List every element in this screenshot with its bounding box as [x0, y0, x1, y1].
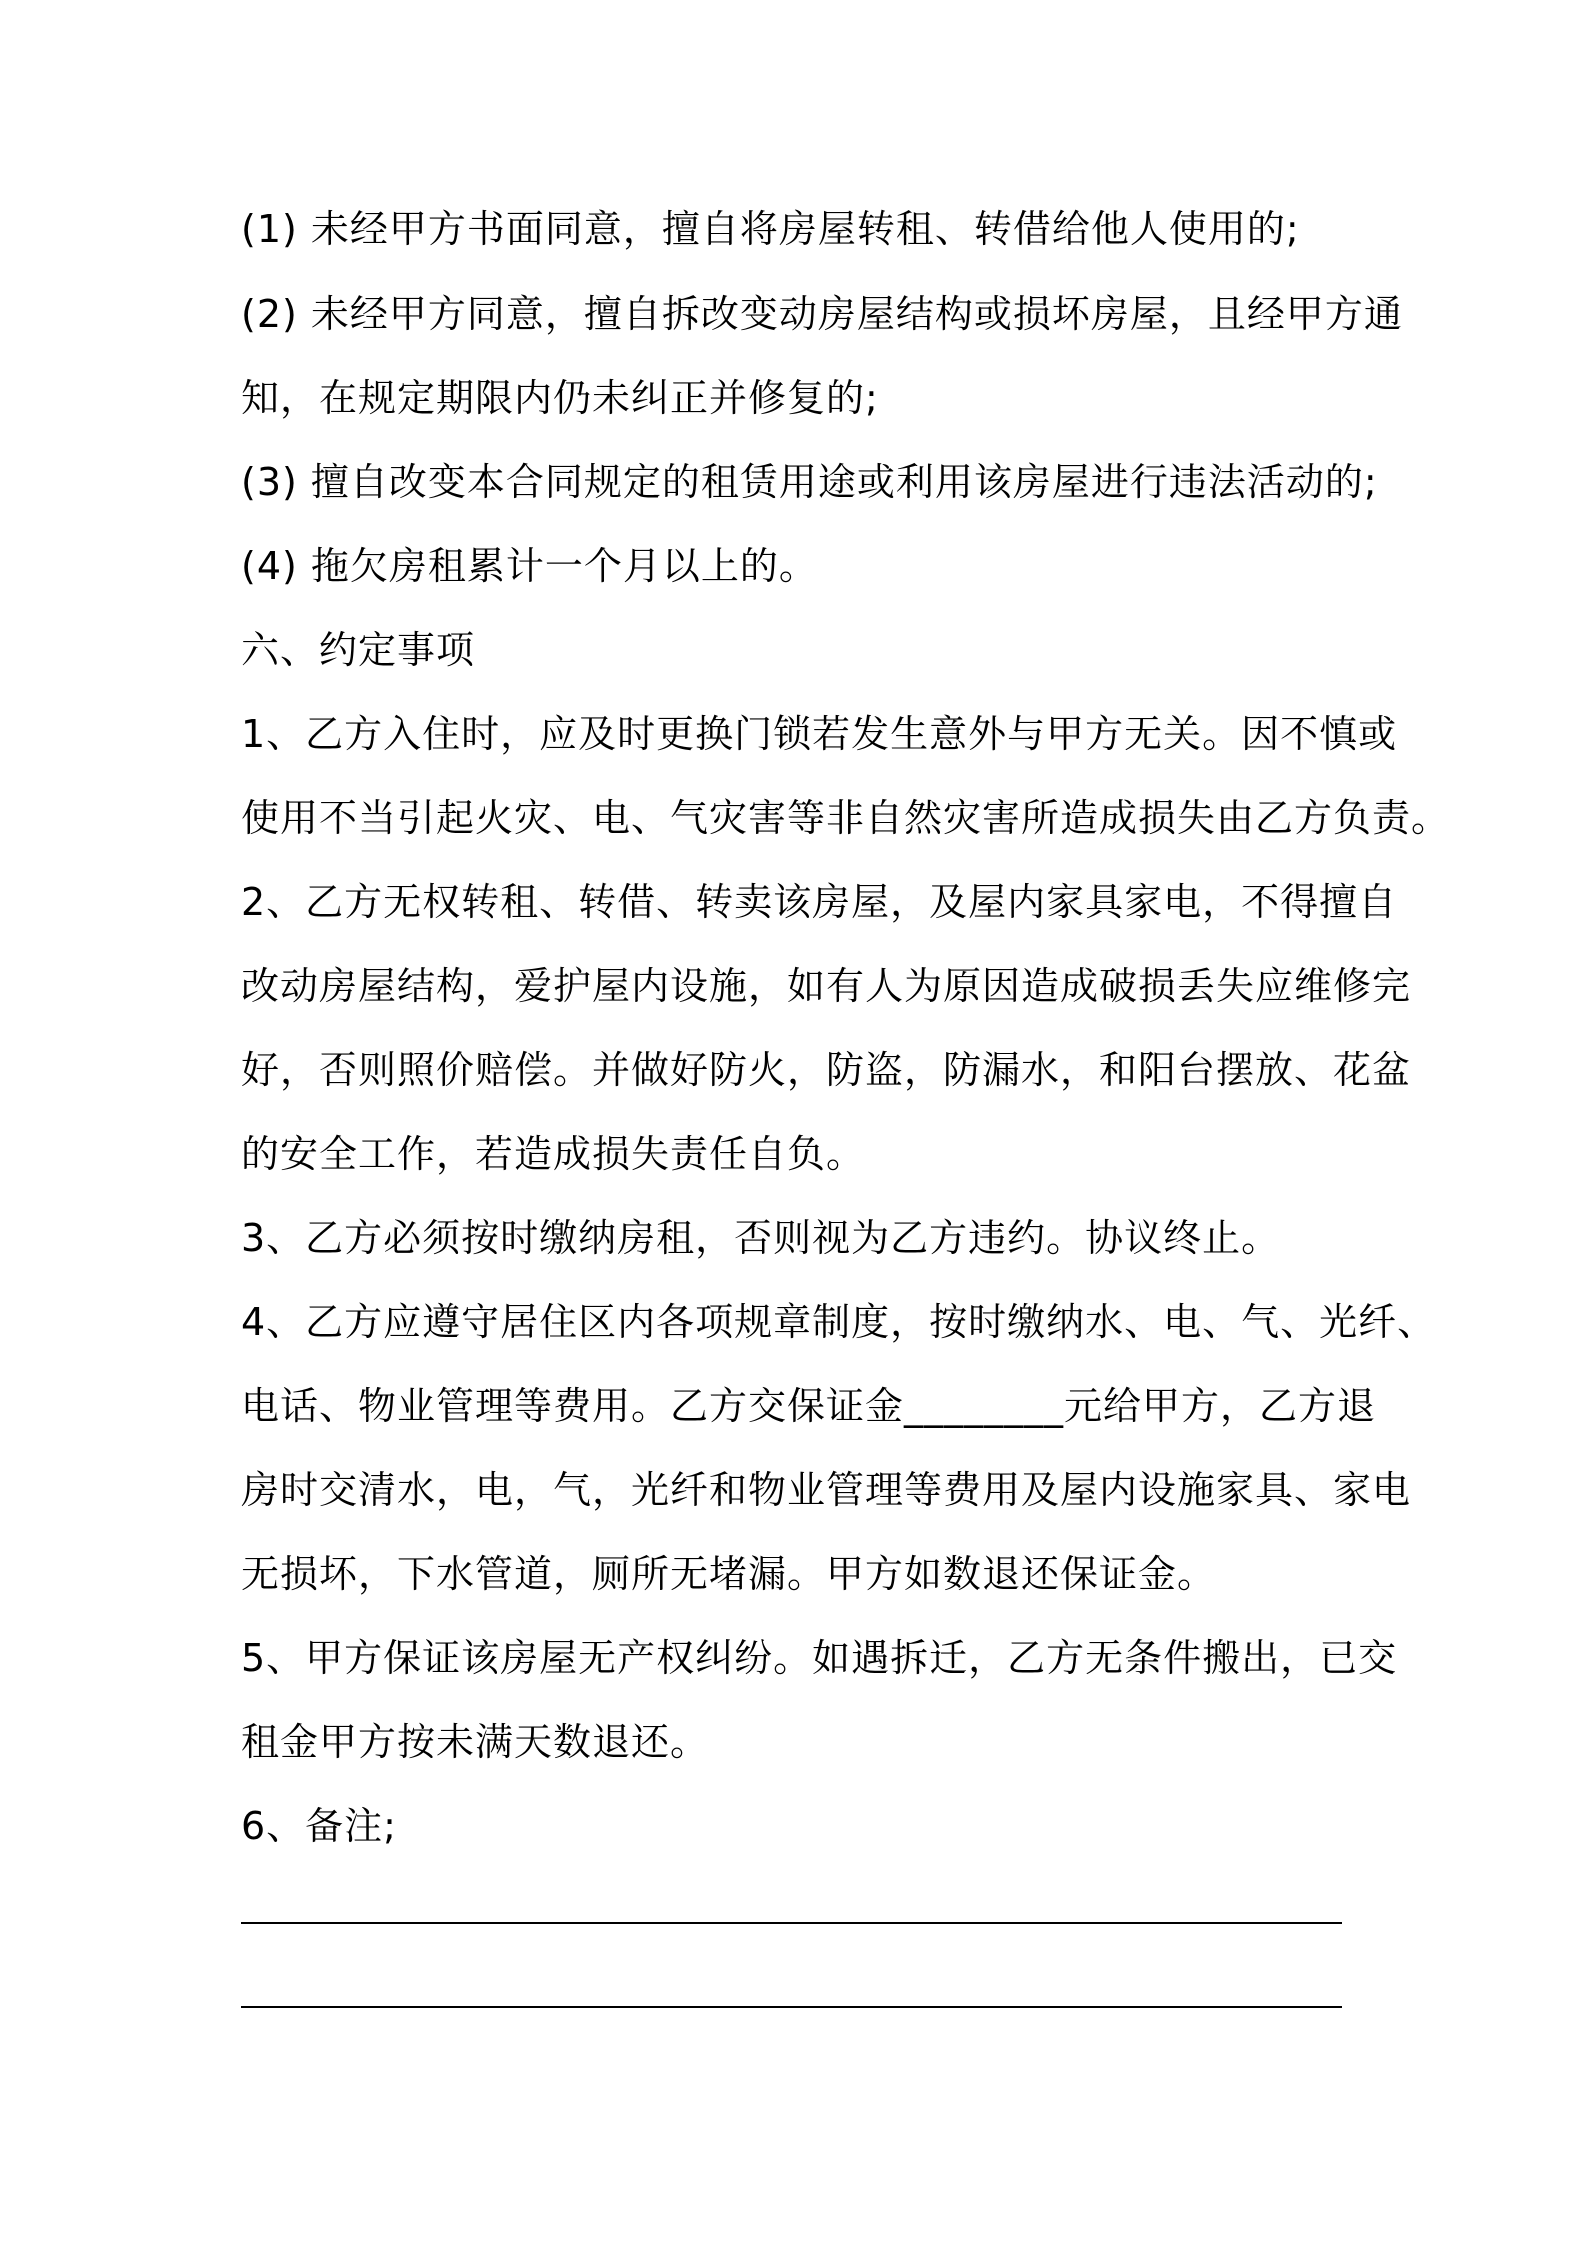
term-5-line-1: 5、甲方保证该房屋无产权纠纷。如遇拆迁，乙方无条件搬出，已交	[241, 1636, 1398, 1680]
section-heading: 六、约定事项	[241, 628, 476, 672]
term-3: 3、乙方必须按时缴纳房租，否则视为乙方违约。协议终止。	[241, 1216, 1281, 1260]
remarks-label: 6、备注;	[241, 1804, 397, 1848]
term-4-line-1: 4、乙方应遵守居住区内各项规章制度，按时缴纳水、电、气、光纤、	[241, 1300, 1437, 1344]
remarks-blank-line-1	[241, 1922, 1342, 1924]
clause-item-4: (4) 拖欠房租累计一个月以上的。	[241, 544, 818, 588]
remarks-blank-line-2	[241, 2006, 1342, 2008]
clause-item-2-line-2: 知，在规定期限内仍未纠正并修复的;	[241, 376, 879, 420]
clause-item-3: (3) 擅自改变本合同规定的租赁用途或利用该房屋进行违法活动的;	[241, 460, 1378, 504]
term-4-line-4: 无损坏，下水管道，厕所无堵漏。甲方如数退还保证金。	[241, 1552, 1217, 1596]
term-2-line-1: 2、乙方无权转租、转借、转卖该房屋，及屋内家具家电，不得擅自	[241, 880, 1398, 924]
term-4-line-2: 电话、物业管理等费用。乙方交保证金________元给甲方，乙方退	[241, 1384, 1377, 1428]
term-1-line-2: 使用不当引起火灾、电、气灾害等非自然灾害所造成损失由乙方负责。	[241, 796, 1451, 840]
term-2-line-3: 好，否则照价赔偿。并做好防火，防盗，防漏水，和阳台摆放、花盆	[241, 1048, 1412, 1092]
term-2-line-4: 的安全工作，若造成损失责任自负。	[241, 1132, 866, 1176]
clause-item-2-line-1: (2) 未经甲方同意，擅自拆改变动房屋结构或损坏房屋，且经甲方通	[241, 292, 1403, 336]
term-2-line-2: 改动房屋结构，爱护屋内设施，如有人为原因造成破损丢失应维修完	[241, 964, 1412, 1008]
clause-item-1: (1) 未经甲方书面同意，擅自将房屋转租、转借给他人使用的;	[241, 207, 1300, 251]
term-4-line-3: 房时交清水，电，气，光纤和物业管理等费用及屋内设施家具、家电	[241, 1468, 1412, 1512]
term-5-line-2: 租金甲方按未满天数退还。	[241, 1720, 710, 1764]
term-1-line-1: 1、乙方入住时，应及时更换门锁若发生意外与甲方无关。因不慎或	[241, 712, 1398, 756]
